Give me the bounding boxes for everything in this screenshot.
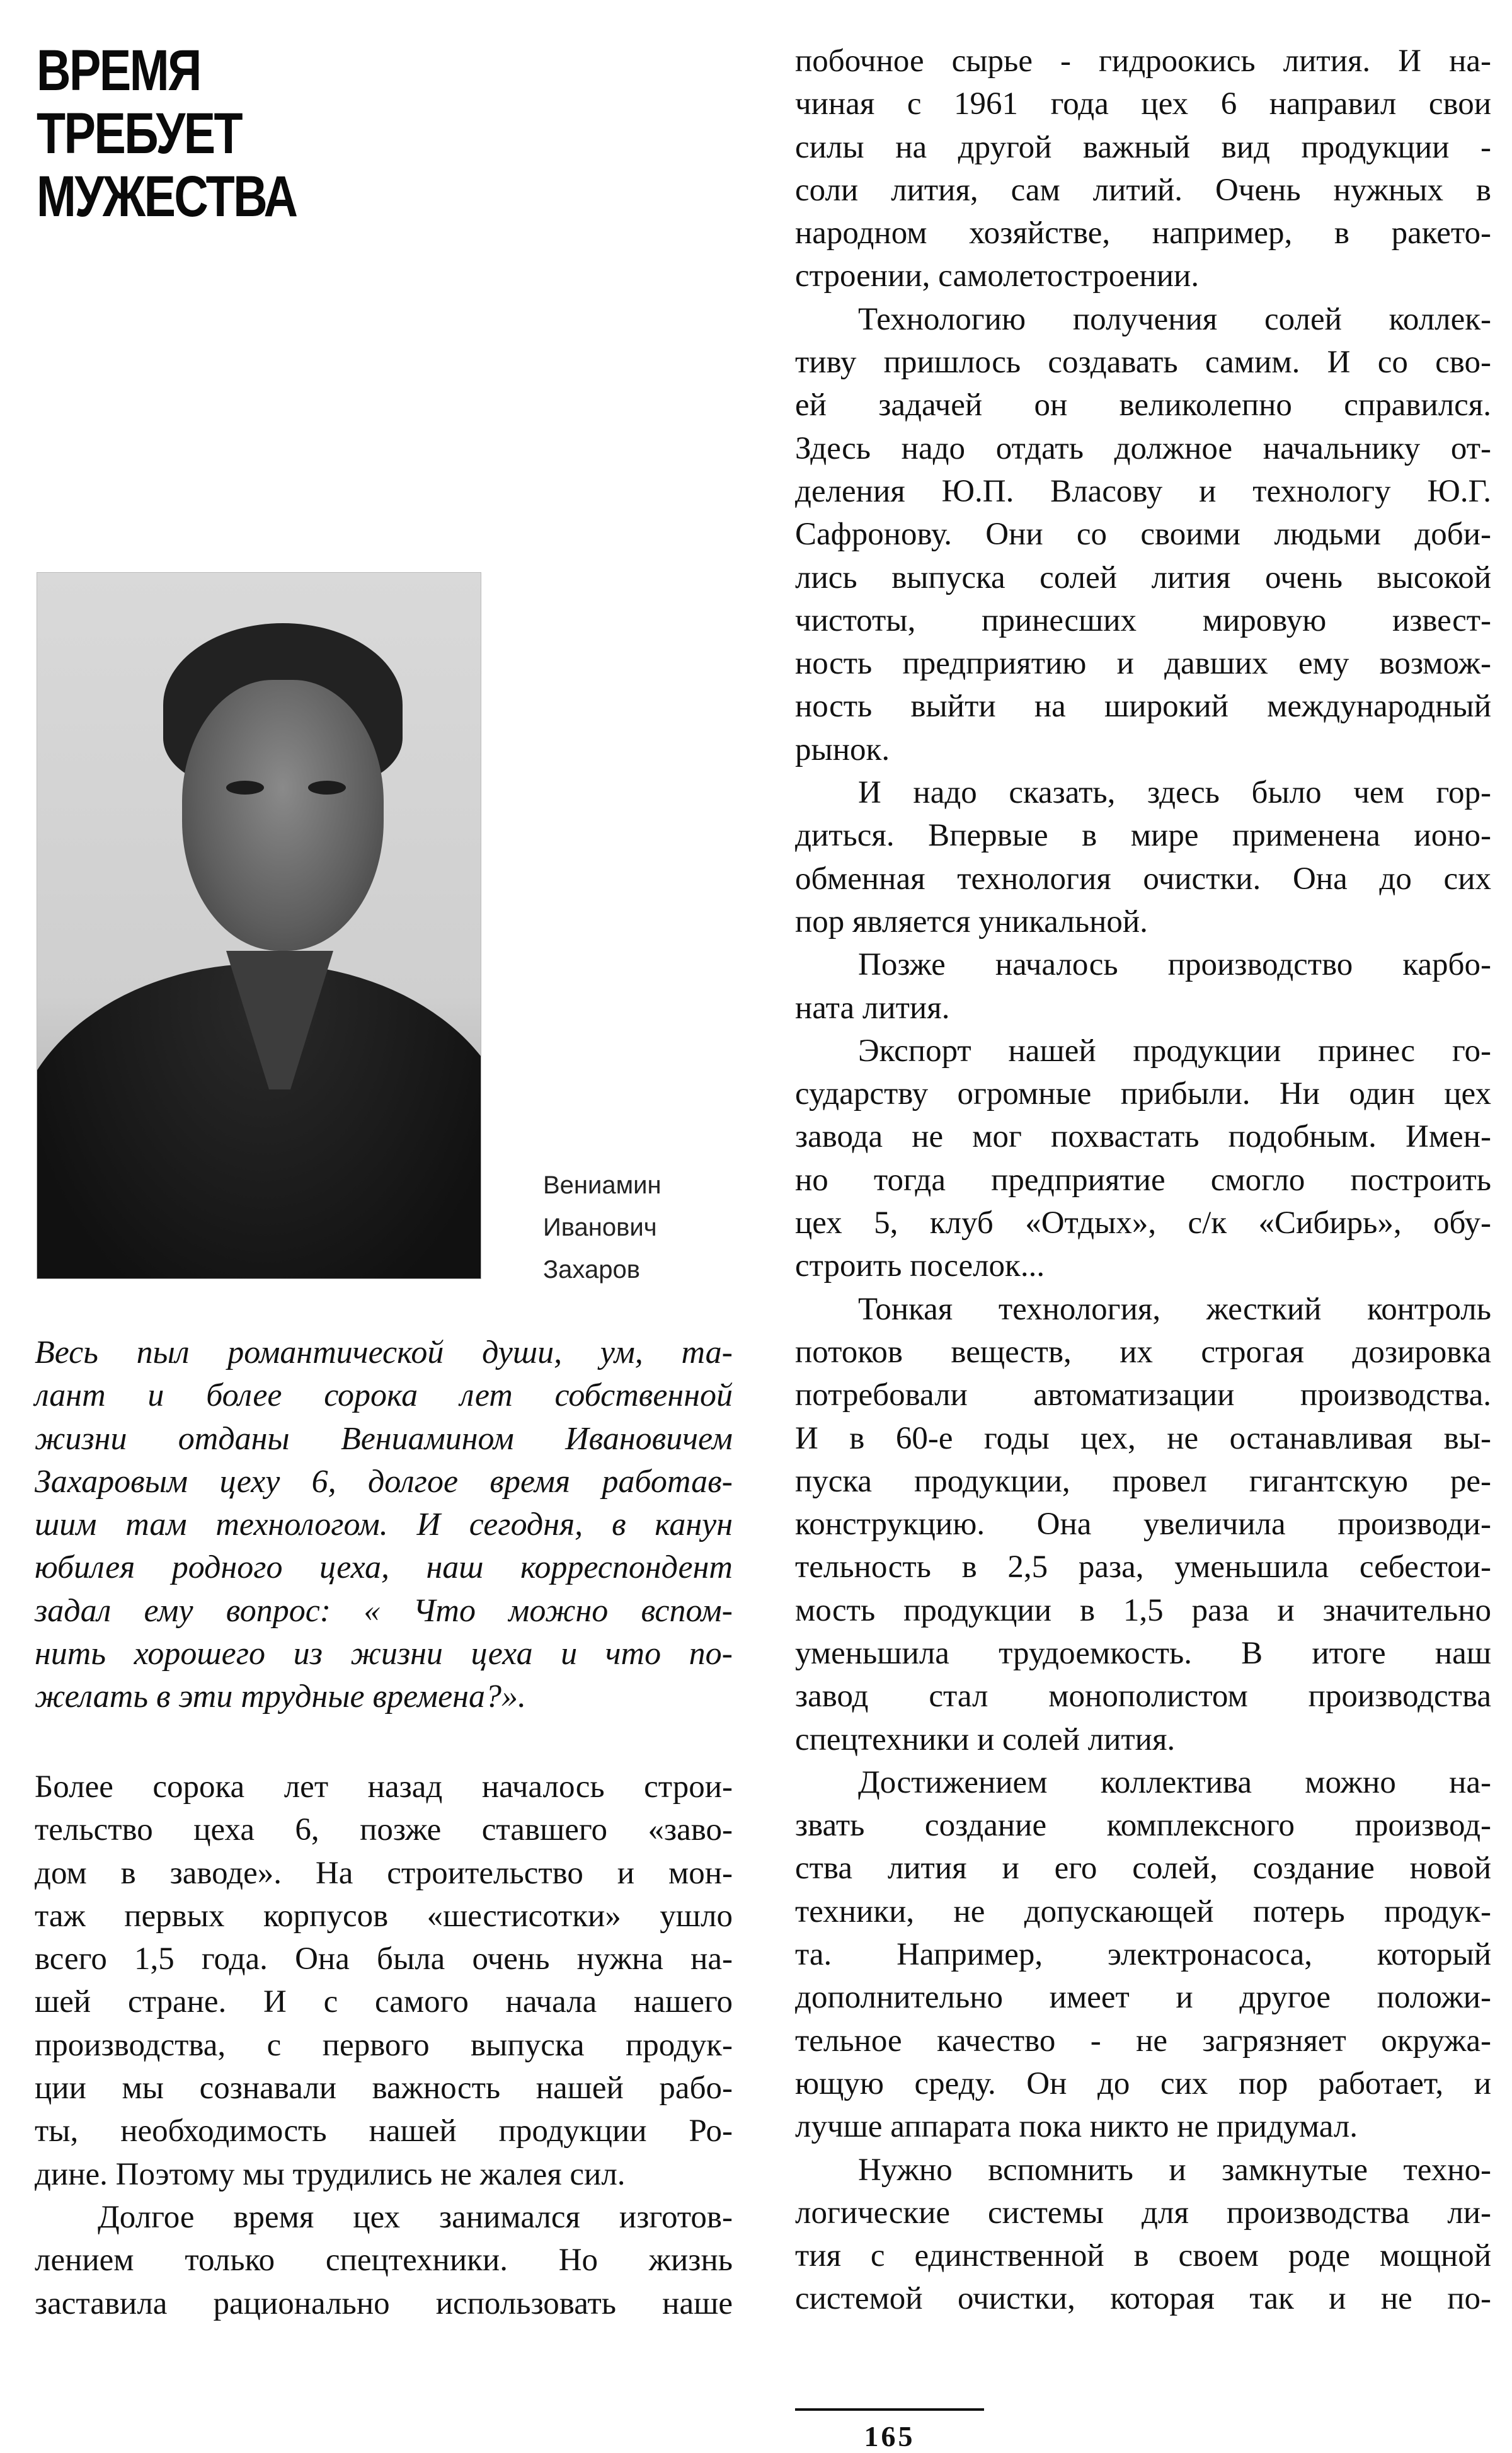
text-line: цех 5, клуб «Отдых», с/к «Сибирь», обу- xyxy=(795,1205,1491,1241)
text-line: пуска продукции, провел гигантскую ре- xyxy=(795,1463,1491,1499)
text-line: силы на другой важный вид продукции - xyxy=(795,129,1491,165)
text-line: жизни отданы Вениамином Ивановичем xyxy=(35,1420,733,1457)
text-line: народном хозяйстве, например, в ракето- xyxy=(795,215,1491,251)
text-line: шей стране. И с самого начала нашего xyxy=(35,1984,733,2020)
text-line: тельство цеха 6, позже ставшего «заво- xyxy=(35,1812,733,1848)
left-column-body xyxy=(35,1766,733,2325)
text-line: Долгое время цех занимался изготов- xyxy=(98,2199,733,2235)
text-line: Более сорока лет назад началось строи- xyxy=(35,1769,733,1805)
text-line: ность выйти на широкий международный xyxy=(795,689,1491,725)
text-line: лись выпуска солей лития очень высокой xyxy=(795,560,1491,595)
text-line: Экспорт нашей продукции принес го- xyxy=(858,1033,1491,1069)
text-line: спецтехники и солей лития. xyxy=(795,1721,1176,1757)
page-number: 165 xyxy=(864,2420,915,2452)
text-line: Позже началось производство карбо- xyxy=(858,947,1491,983)
text-line: деления Ю.П. Власову и технологу Ю.Г. xyxy=(795,473,1491,509)
text-line: ющую среду. Он до сих пор работает, и xyxy=(795,2065,1491,2101)
photo-eye xyxy=(308,781,346,795)
title-line: ВРЕМЯ xyxy=(37,38,200,103)
text-line: Весь пыл романтической души, ум, та- xyxy=(35,1335,733,1370)
text-line: пор является уникальной. xyxy=(795,904,1148,939)
text-line: Достижением коллектива можно на- xyxy=(858,1764,1491,1800)
text-line: всего 1,5 года. Она была очень нужна на- xyxy=(35,1941,733,1977)
text-line: нить хорошего из жизни цеха и что по- xyxy=(35,1636,733,1672)
text-line: И надо сказать, здесь было чем гор- xyxy=(858,775,1491,811)
text-line: рынок. xyxy=(795,732,890,767)
text-line: завода не мог похвастать подобным. Имен- xyxy=(795,1119,1491,1155)
text-line: тия с единственной в своем роде мощной xyxy=(795,2238,1491,2274)
lead-paragraph xyxy=(35,1331,733,1719)
title-line: МУЖЕСТВА xyxy=(37,164,297,229)
text-line: завод стал монополистом производства xyxy=(795,1679,1491,1715)
photo-caption xyxy=(543,1164,662,1291)
text-line: тельное качество - не загрязняет окружа- xyxy=(795,2023,1491,2059)
text-line: чиная с 1961 года цех 6 направил свои xyxy=(795,86,1491,122)
text-line: дине. Поэтому мы трудились не жалея сил. xyxy=(35,2156,626,2192)
text-line: желать в эти трудные времена?». xyxy=(35,1679,526,1715)
text-line: тельность в 2,5 раза, уменьшила себестои- xyxy=(795,1549,1491,1585)
text-line: Технологию получения солей коллек- xyxy=(858,301,1491,337)
text-line: Захаровым цеху 6, долгое время работав- xyxy=(35,1463,733,1500)
text-line: задал ему вопрос: « Что можно вспом- xyxy=(35,1592,733,1629)
text-line: Сафронову. Они со своими людьми доби- xyxy=(795,517,1491,553)
text-line: лением только спецтехники. Но жизнь xyxy=(35,2243,733,2278)
text-line: уменьшила трудоемкость. В итоге наш xyxy=(795,1635,1491,1671)
text-line: дом в заводе». На строительство и мон- xyxy=(35,1855,733,1891)
text-line: сударству огромные прибыли. Ни один цех xyxy=(795,1076,1491,1112)
caption-line: Иванович xyxy=(543,1214,657,1241)
text-line: заставила рационально использовать наше xyxy=(35,2285,733,2321)
text-line: ната лития. xyxy=(795,990,950,1026)
text-line: звать создание комплексного производ- xyxy=(795,1808,1491,1844)
text-line: таж первых корпусов «шестисотки» ушло xyxy=(35,1898,733,1934)
text-line: ты, необходимость нашей продукции Ро- xyxy=(35,2113,733,2149)
text-line: диться. Впервые в мире применена ионо- xyxy=(795,818,1491,854)
text-line: соли лития, сам литий. Очень нужных в xyxy=(795,172,1491,208)
text-line: логические системы для производства ли- xyxy=(795,2195,1491,2231)
text-line: та. Например, электронасоса, который xyxy=(795,1937,1491,1973)
text-line: строить поселок... xyxy=(795,1248,1045,1284)
text-line: Тонкая технология, жесткий контроль xyxy=(858,1291,1491,1327)
text-line: строении, самолетостроении. xyxy=(795,258,1200,294)
text-line: мость продукции в 1,5 раза и значительно xyxy=(795,1592,1491,1628)
text-line: но тогда предприятие смогло построить xyxy=(795,1162,1491,1198)
text-line: шим там технологом. И сегодня, в канун xyxy=(35,1507,733,1543)
text-line: ции мы сознавали важность нашей рабо- xyxy=(35,2071,733,2106)
footer-rule xyxy=(795,2408,984,2411)
text-line: Нужно вспомнить и замкнутые техно- xyxy=(858,2152,1491,2188)
text-line: потребовали автоматизации производства. xyxy=(795,1377,1491,1413)
text-line: производства, с первого выпуска продук- xyxy=(35,2027,733,2063)
text-line: побочное сырье - гидроокись лития. И на- xyxy=(795,43,1491,79)
text-line: тиву пришлось создавать самим. И со сво- xyxy=(795,345,1491,381)
photo-eye xyxy=(226,781,264,795)
text-line: обменная технология очистки. Она до сих xyxy=(795,861,1491,897)
right-column-body xyxy=(795,40,1491,2321)
article-title xyxy=(37,39,478,228)
portrait-photo xyxy=(37,572,481,1279)
photo-face xyxy=(182,680,384,951)
text-line: юбилея родного цеха, наш корреспондент xyxy=(35,1549,733,1586)
text-line: ей задачей он великолепно справился. xyxy=(795,388,1491,423)
text-line: потоков веществ, их строгая дозировка xyxy=(795,1334,1491,1370)
text-line: лучше аппарата пока никто не придумал. xyxy=(795,2109,1358,2145)
text-line: конструкцию. Она увеличила производи- xyxy=(795,1507,1491,1542)
text-line: И в 60-е годы цех, не останавливая вы- xyxy=(795,1420,1491,1456)
text-line: лант и более сорока лет собственной xyxy=(35,1377,733,1414)
caption-line: Захаров xyxy=(543,1256,640,1284)
text-line: ства лития и его солей, создание новой xyxy=(795,1851,1491,1887)
text-line: системой очистки, которая так и не по- xyxy=(795,2281,1491,2317)
text-line: Здесь надо отдать должное начальнику от- xyxy=(795,430,1491,466)
title-line: ТРЕБУЕТ xyxy=(37,101,242,166)
text-line: техники, не допускающей потерь продук- xyxy=(795,1893,1491,1929)
text-line: чистоты, принесших мировую извест- xyxy=(795,602,1491,638)
text-line: дополнительно имеет и другое положи- xyxy=(795,1980,1491,2016)
text-line: ность предприятию и давших ему возмож- xyxy=(795,646,1491,682)
caption-line: Вениамин xyxy=(543,1171,662,1199)
